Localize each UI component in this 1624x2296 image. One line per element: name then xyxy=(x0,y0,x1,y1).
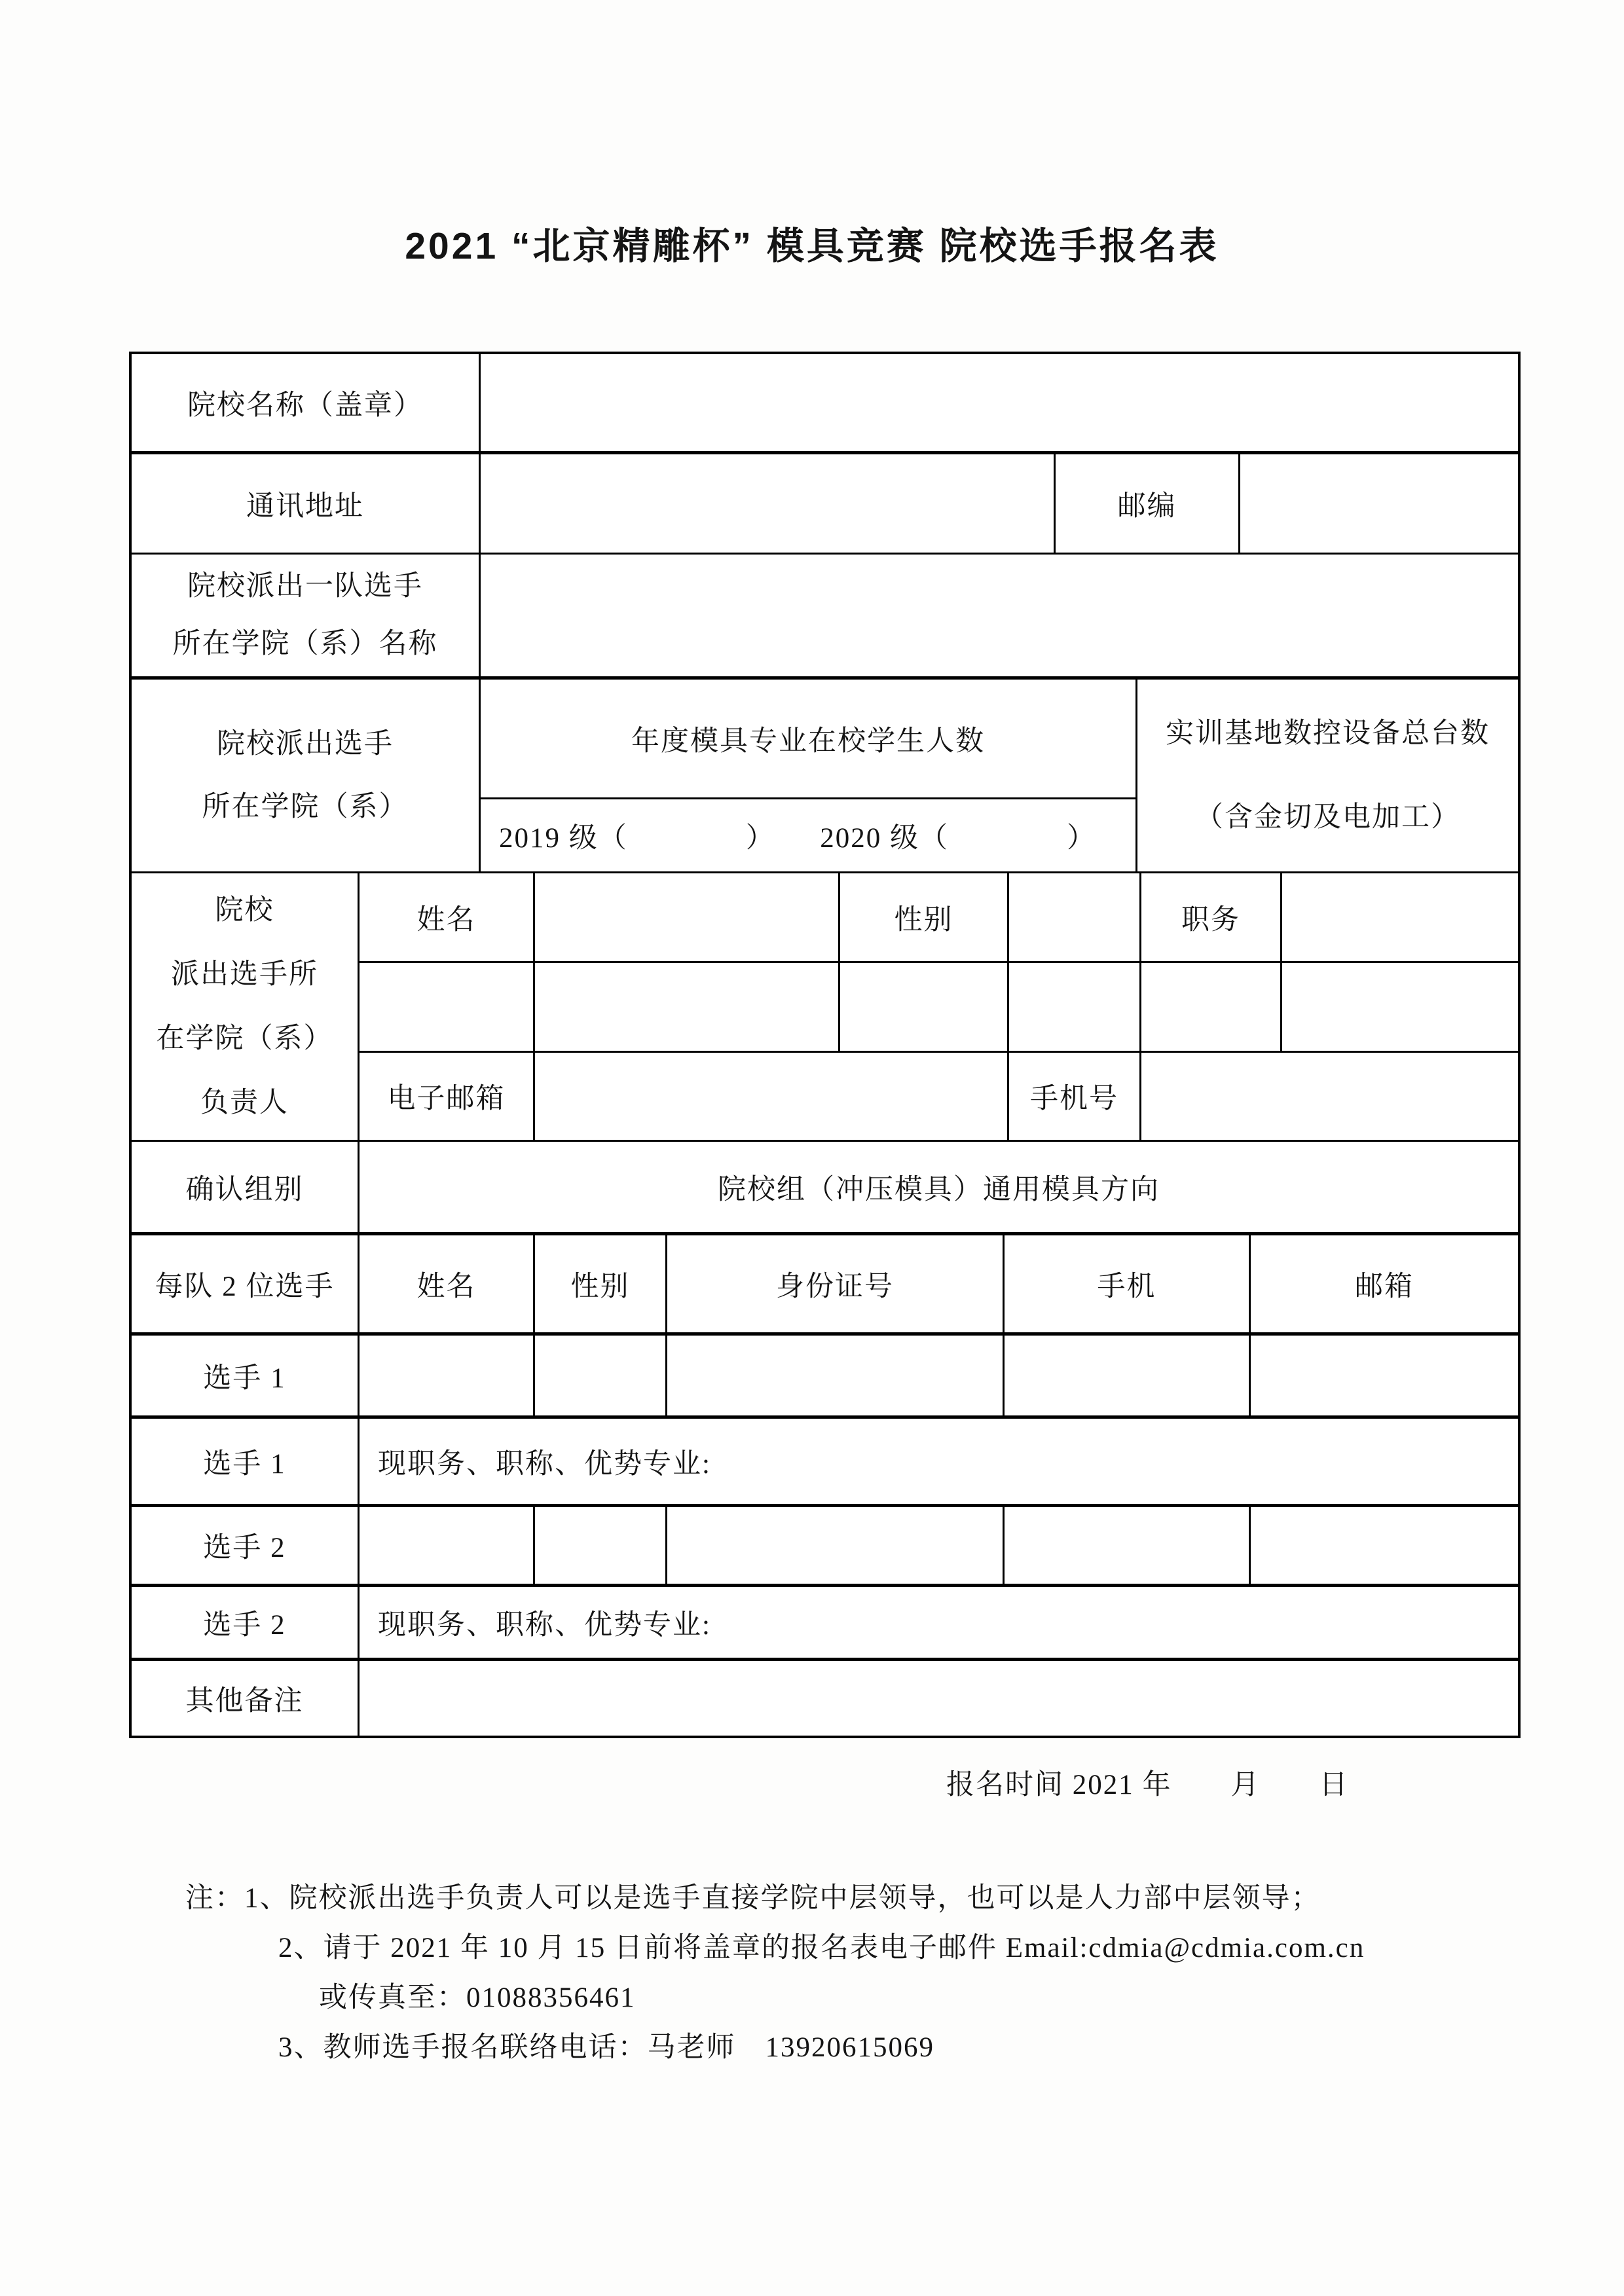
leader-name-field xyxy=(535,873,840,961)
leader-email-field xyxy=(535,1053,1009,1140)
footnote-4: 3、教师选手报名联络电话：马老师 13920615069 xyxy=(278,2032,934,2063)
row-team-college xyxy=(132,555,1518,680)
player2-name-field xyxy=(360,1507,535,1584)
players-header-label: 每队 2 位选手 xyxy=(132,1235,360,1332)
players-col-name: 姓名 xyxy=(360,1235,535,1332)
leader-mobile-label: 手机号 xyxy=(1009,1053,1141,1140)
players-col-mobile: 手机 xyxy=(1005,1235,1251,1332)
leader-empty-cell-3 xyxy=(840,963,1009,1051)
players-col-email: 邮箱 xyxy=(1355,1271,1414,1302)
player1-label: 选手 1 xyxy=(132,1336,360,1415)
footnote-2: 2、请于 2021 年 10 月 15 日前将盖章的报名表电子邮件 Email:cdmia@cdmia.com.cn xyxy=(278,1933,1365,1963)
leader-gender-label: 性别 xyxy=(840,873,1009,961)
registration-form-table xyxy=(129,352,1521,1738)
players-col-id: 身份证号 xyxy=(667,1235,1005,1332)
player1-profile-field: 现职务、职称、优势专业: xyxy=(378,1448,711,1480)
group-label: 确认组别 xyxy=(132,1142,360,1232)
leader-gender-field xyxy=(1009,873,1141,961)
leader-position-field xyxy=(1282,873,1518,961)
leader-label xyxy=(132,873,360,1140)
leader-label-line1: 院校 xyxy=(215,894,274,926)
team-college-label xyxy=(132,555,481,676)
leader-label-line3: 在学院（系） xyxy=(156,1023,333,1054)
player1-id-field xyxy=(667,1336,1005,1415)
player2-label: 选手 2 xyxy=(132,1507,360,1584)
row-address xyxy=(132,454,1518,555)
dispatch-college-label-line1: 院校派出选手 xyxy=(217,728,394,759)
group-value: 院校组（冲压模具）通用模具方向 xyxy=(718,1174,1160,1205)
leader-email-label: 电子邮箱 xyxy=(360,1053,535,1140)
row-player1-profile xyxy=(132,1419,1518,1507)
footnote-3: 或传真至：01088356461 xyxy=(319,1982,636,2013)
row-leader-block xyxy=(132,873,1518,1142)
row-group xyxy=(132,1142,1518,1235)
player1-mobile-field xyxy=(1005,1336,1251,1415)
students-header-row xyxy=(481,680,1135,799)
row-player2-data xyxy=(132,1507,1518,1587)
row-player2-profile xyxy=(132,1587,1518,1661)
leader-empty-row xyxy=(360,963,1518,1053)
leader-name-row xyxy=(360,873,1518,963)
registration-date-line: 报名时间 2021 年 月 日 xyxy=(946,1770,1349,1800)
leader-contact-row xyxy=(360,1053,1518,1140)
player2-id-field xyxy=(667,1507,1005,1584)
leader-mobile-field xyxy=(1141,1053,1518,1140)
row-player1-data xyxy=(132,1336,1518,1419)
row-players-header xyxy=(132,1235,1518,1336)
page-title: 2021 “北京精雕杯” 模具竞赛 院校选手报名表 xyxy=(405,225,1219,267)
player2-email-field xyxy=(1251,1507,1518,1584)
address-field xyxy=(481,454,1056,553)
leader-empty-cell-6 xyxy=(1282,963,1518,1051)
footnotes xyxy=(185,1874,1365,2073)
postcode-field xyxy=(1240,454,1518,553)
postcode-label: 邮编 xyxy=(1056,454,1240,553)
students-column xyxy=(481,680,1137,871)
leader-label-line2: 派出选手所 xyxy=(171,958,318,990)
player1-profile-row-label: 选手 1 xyxy=(132,1419,360,1504)
player2-profile-field: 现职务、职称、优势专业: xyxy=(378,1609,711,1641)
leader-empty-cell-2 xyxy=(535,963,840,1051)
player1-name-field xyxy=(360,1336,535,1415)
team-college-field xyxy=(481,555,1518,676)
remarks-field xyxy=(360,1661,1518,1736)
row-school-name xyxy=(132,354,1518,454)
leader-position-label: 职务 xyxy=(1141,873,1282,961)
row-remarks xyxy=(132,1661,1518,1736)
remarks-label: 其他备注 xyxy=(132,1661,360,1736)
school-name-label: 院校名称（盖章） xyxy=(132,354,481,451)
player1-email-field xyxy=(1251,1336,1518,1415)
team-college-label-line1: 院校派出一队选手 xyxy=(187,571,423,602)
player1-gender-field xyxy=(535,1336,667,1415)
dispatch-college-label-line2: 所在学院（系） xyxy=(202,791,409,822)
school-name-field xyxy=(481,354,1518,451)
leader-name-label: 姓名 xyxy=(360,873,535,961)
students-detail-row xyxy=(481,799,1135,871)
player2-mobile-field xyxy=(1005,1507,1251,1584)
players-col-gender: 性别 xyxy=(535,1235,667,1332)
leader-empty-cell-4 xyxy=(1009,963,1141,1051)
player2-profile-row-label: 选手 2 xyxy=(132,1587,360,1658)
leader-label-line4: 负责人 xyxy=(200,1087,289,1118)
leader-empty-cell-5 xyxy=(1141,963,1282,1051)
equipment-label-line1: 实训基地数控设备总台数 xyxy=(1166,718,1490,749)
equipment-label-line2: （含金切及电加工） xyxy=(1195,801,1460,833)
students-header-label: 年度模具专业在校学生人数 xyxy=(631,725,985,757)
leader-empty-cell-1 xyxy=(360,963,535,1051)
player2-gender-field xyxy=(535,1507,667,1584)
leader-detail-column xyxy=(360,873,1518,1140)
address-label: 通讯地址 xyxy=(132,454,481,553)
equipment-label xyxy=(1137,680,1518,871)
dispatch-college-label xyxy=(132,680,481,871)
team-college-label-line2: 所在学院（系）名称 xyxy=(172,629,438,659)
footnote-1: 注：1、院校派出选手负责人可以是选手直接学院中层领导，也可以是人力部中层领导； xyxy=(185,1883,1321,1914)
row-dispatch-college xyxy=(132,680,1518,873)
students-detail-field: 2019 级（ ） 2020 级（ ） xyxy=(499,822,1096,854)
